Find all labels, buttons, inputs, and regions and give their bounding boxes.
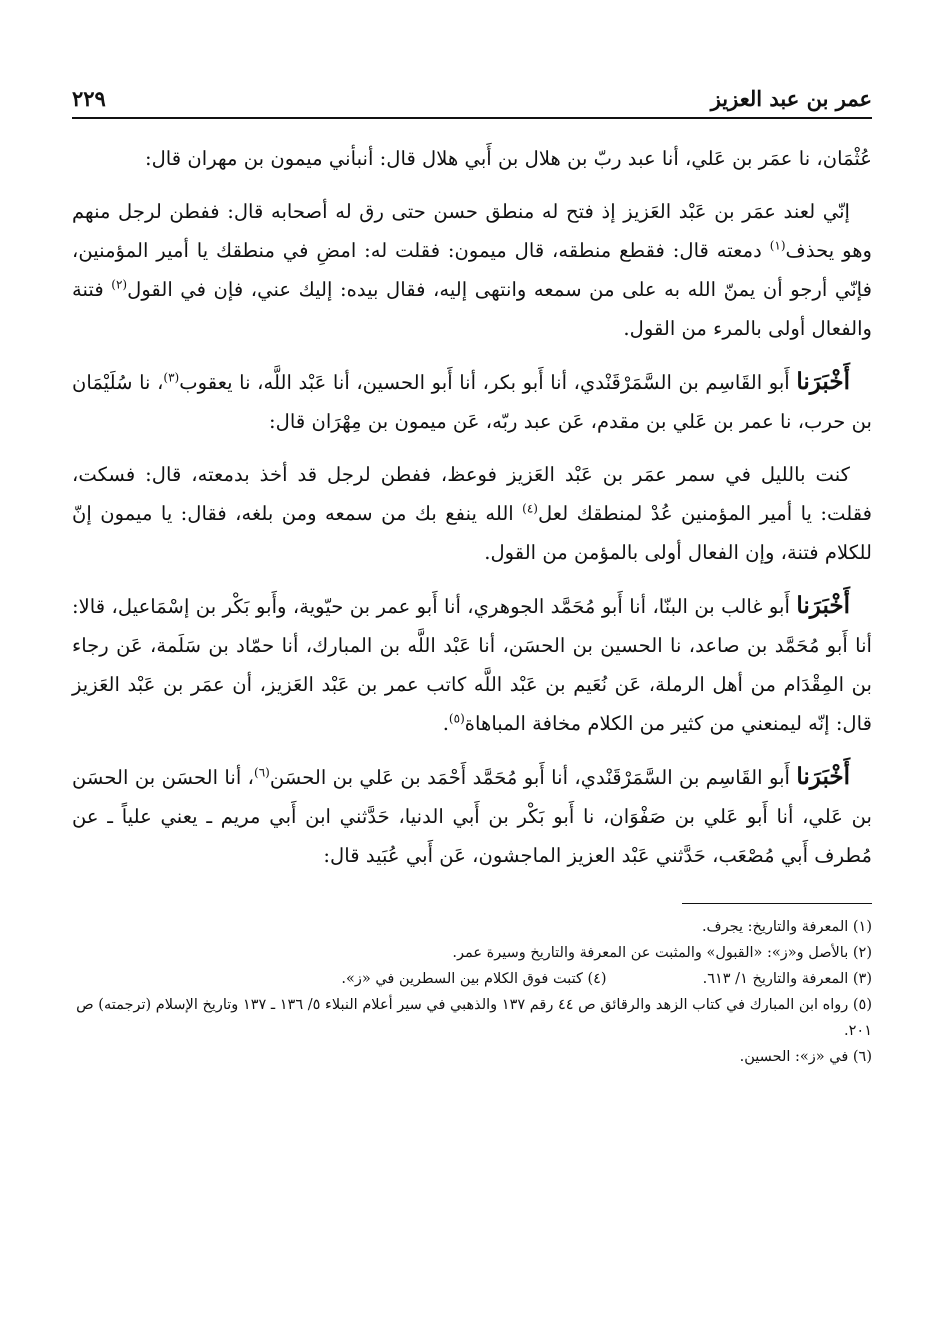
- paragraph-text: ، نا سُلَيْمَان بن حرب، نا عمر بن عَلي بن مقدم، عَن عبد ربّه، عَن ميمون بن مِهْرَان قال:: [72, 371, 872, 433]
- paragraph-text: أَبو القَاسِم بن السَّمَرْقَنْدي، أنا أَبو بكر، أنا أَبو الحسين، أنا عَبْد اللَّه، نا يعقوب: [179, 371, 797, 394]
- header-title: عمر بن عبد العزيز: [710, 86, 872, 111]
- footnote-ref: (٢): [111, 277, 128, 292]
- footnote-2: (٢) بالأصل و«ز»: «القبول» والمثبت عن المعرفة والتاريخ وسيرة عمر.: [452, 945, 872, 961]
- footnote-divider: [682, 903, 872, 904]
- paragraph-text: ، أنا الحسَن بن الحسَن بن عَلي، أنا أَبو عَلي بن صَفْوَان، نا أَبو بَكْر بن أَبي الدنيا، حَدَّثني ابن أَبي مريم ـ يعني علياً ـ عن مُطرف أَبي مُصْعَب، حَدَّثني عَبْد العزيز الماجشون، عَن أَبي عُبَيد قال:: [72, 766, 872, 867]
- footnote-5: (٥) رواه ابن المبارك في كتاب الزهد والرقائق ص ٤٤ رقم ١٣٧ والذهبي في سير أعلام النبلاء ٥/ ١٣٦ ـ ١٣٧ وتاريخ الإسلام (ترجمته) ص ٢٠١.: [76, 997, 872, 1039]
- paragraph-text: فتنة والفعال أولى بالمرء من القول.: [72, 278, 872, 340]
- paragraph-5: [72, 586, 872, 743]
- paragraph-text: الله ينفع بك من سمعه ومن بلغه، فقال: يا ميمون إنّ للكلام فتنة، وإن الفعال أولى بالمؤمن من القول.: [72, 502, 872, 564]
- paragraph-text: أَبو غالب بن البنّا، أنا أَبو مُحَمَّد الجوهري، أنا أَبو عمر بن حيّوية، وأَبو بَكْر بن إسْمَاعيل، قالا: أنا أَبو مُحَمَّد بن صاعد، نا الحسين بن الحسَن، أنا عَبْد اللَّه بن المبارك، أنا حمّاد بن سَلَمة، عَن رجاء بن المِقْدَام من أهل الرملة، عَن نُعَيم بن عَبْد اللَّه كاتب عمر بن عَبْد العَزيز، أن عمَر بن عَبْد العَزيز قال: إنّه ليمنعني من كثير من الكلام مخافة المباهاة: [72, 595, 872, 735]
- page-number: ٢٢٩: [72, 86, 106, 111]
- footnotes: [72, 914, 872, 1070]
- footnote-ref: (٤): [522, 501, 538, 516]
- footnote-4: (٤) كتبت فوق الكلام بين السطرين في «ز».: [341, 971, 607, 987]
- paragraph-text: كنت بالليل في سمر عمَر بن عَبْد العَزيز فوعظ، ففطن لرجل قد أخذ بدمعته، قال: فسكت، فقلت: يا أمير المؤمنين عُدْ لمنطقك لعل: [72, 463, 873, 525]
- running-header: [72, 86, 872, 119]
- paragraph-text: إنّي لعند عمَر بن عَبْد العَزيز إذ فتح له منطق حسن حتى رق له أصحابه قال: ففطن لرجل منهم وهو يحذف: [72, 200, 872, 262]
- footnote-ref: (٦): [254, 765, 270, 780]
- footnote-ref: (١): [769, 238, 786, 253]
- paragraph-4: [72, 455, 872, 572]
- main-text: [72, 139, 872, 875]
- paragraph-3: [72, 362, 872, 441]
- paragraph-text: أَبو القَاسِم بن السَّمَرْقَنْدي، أنا أَبو مُحَمَّد أَحْمَد بن عَلي بن الحسَن: [269, 766, 797, 789]
- paragraph-text: عُثْمَان، نا عمَر بن عَلي، أنا عبد ربّ بن هلال بن أَبي هلال قال: أنبأني ميمون بن مهران قال:: [144, 147, 872, 170]
- footnote-row-3-4: [72, 966, 872, 992]
- paragraph-2: [72, 192, 872, 348]
- isnad-lead: أَخْبَرَنا: [796, 592, 850, 619]
- isnad-lead: أَخْبَرَنا: [796, 368, 850, 395]
- footnote-ref: (٣): [163, 370, 180, 385]
- footnote-6: (٦) في «ز»: الحسين.: [739, 1049, 872, 1065]
- paragraph-6: [72, 757, 872, 875]
- isnad-lead: أَخْبَرَنا: [796, 763, 851, 790]
- paragraph-text: دمعته قال: فقطع منطقه، قال ميمون: فقلت له: امضِ في منطقك يا أمير المؤمنين، فإنّي أرجو أن يمنّ الله به على من سمعه وانتهى إليه، فقال بيده: إليك عني، فإن في القول: [72, 239, 872, 301]
- paragraph-text: .: [442, 712, 449, 735]
- footnote-1: (١) المعرفة والتاريخ: يجرف.: [701, 919, 872, 935]
- footnote-ref: (٥): [448, 711, 465, 726]
- footnote-3: (٣) المعرفة والتاريخ ١/ ٦١٣.: [702, 971, 872, 987]
- paragraph-1: [72, 139, 872, 178]
